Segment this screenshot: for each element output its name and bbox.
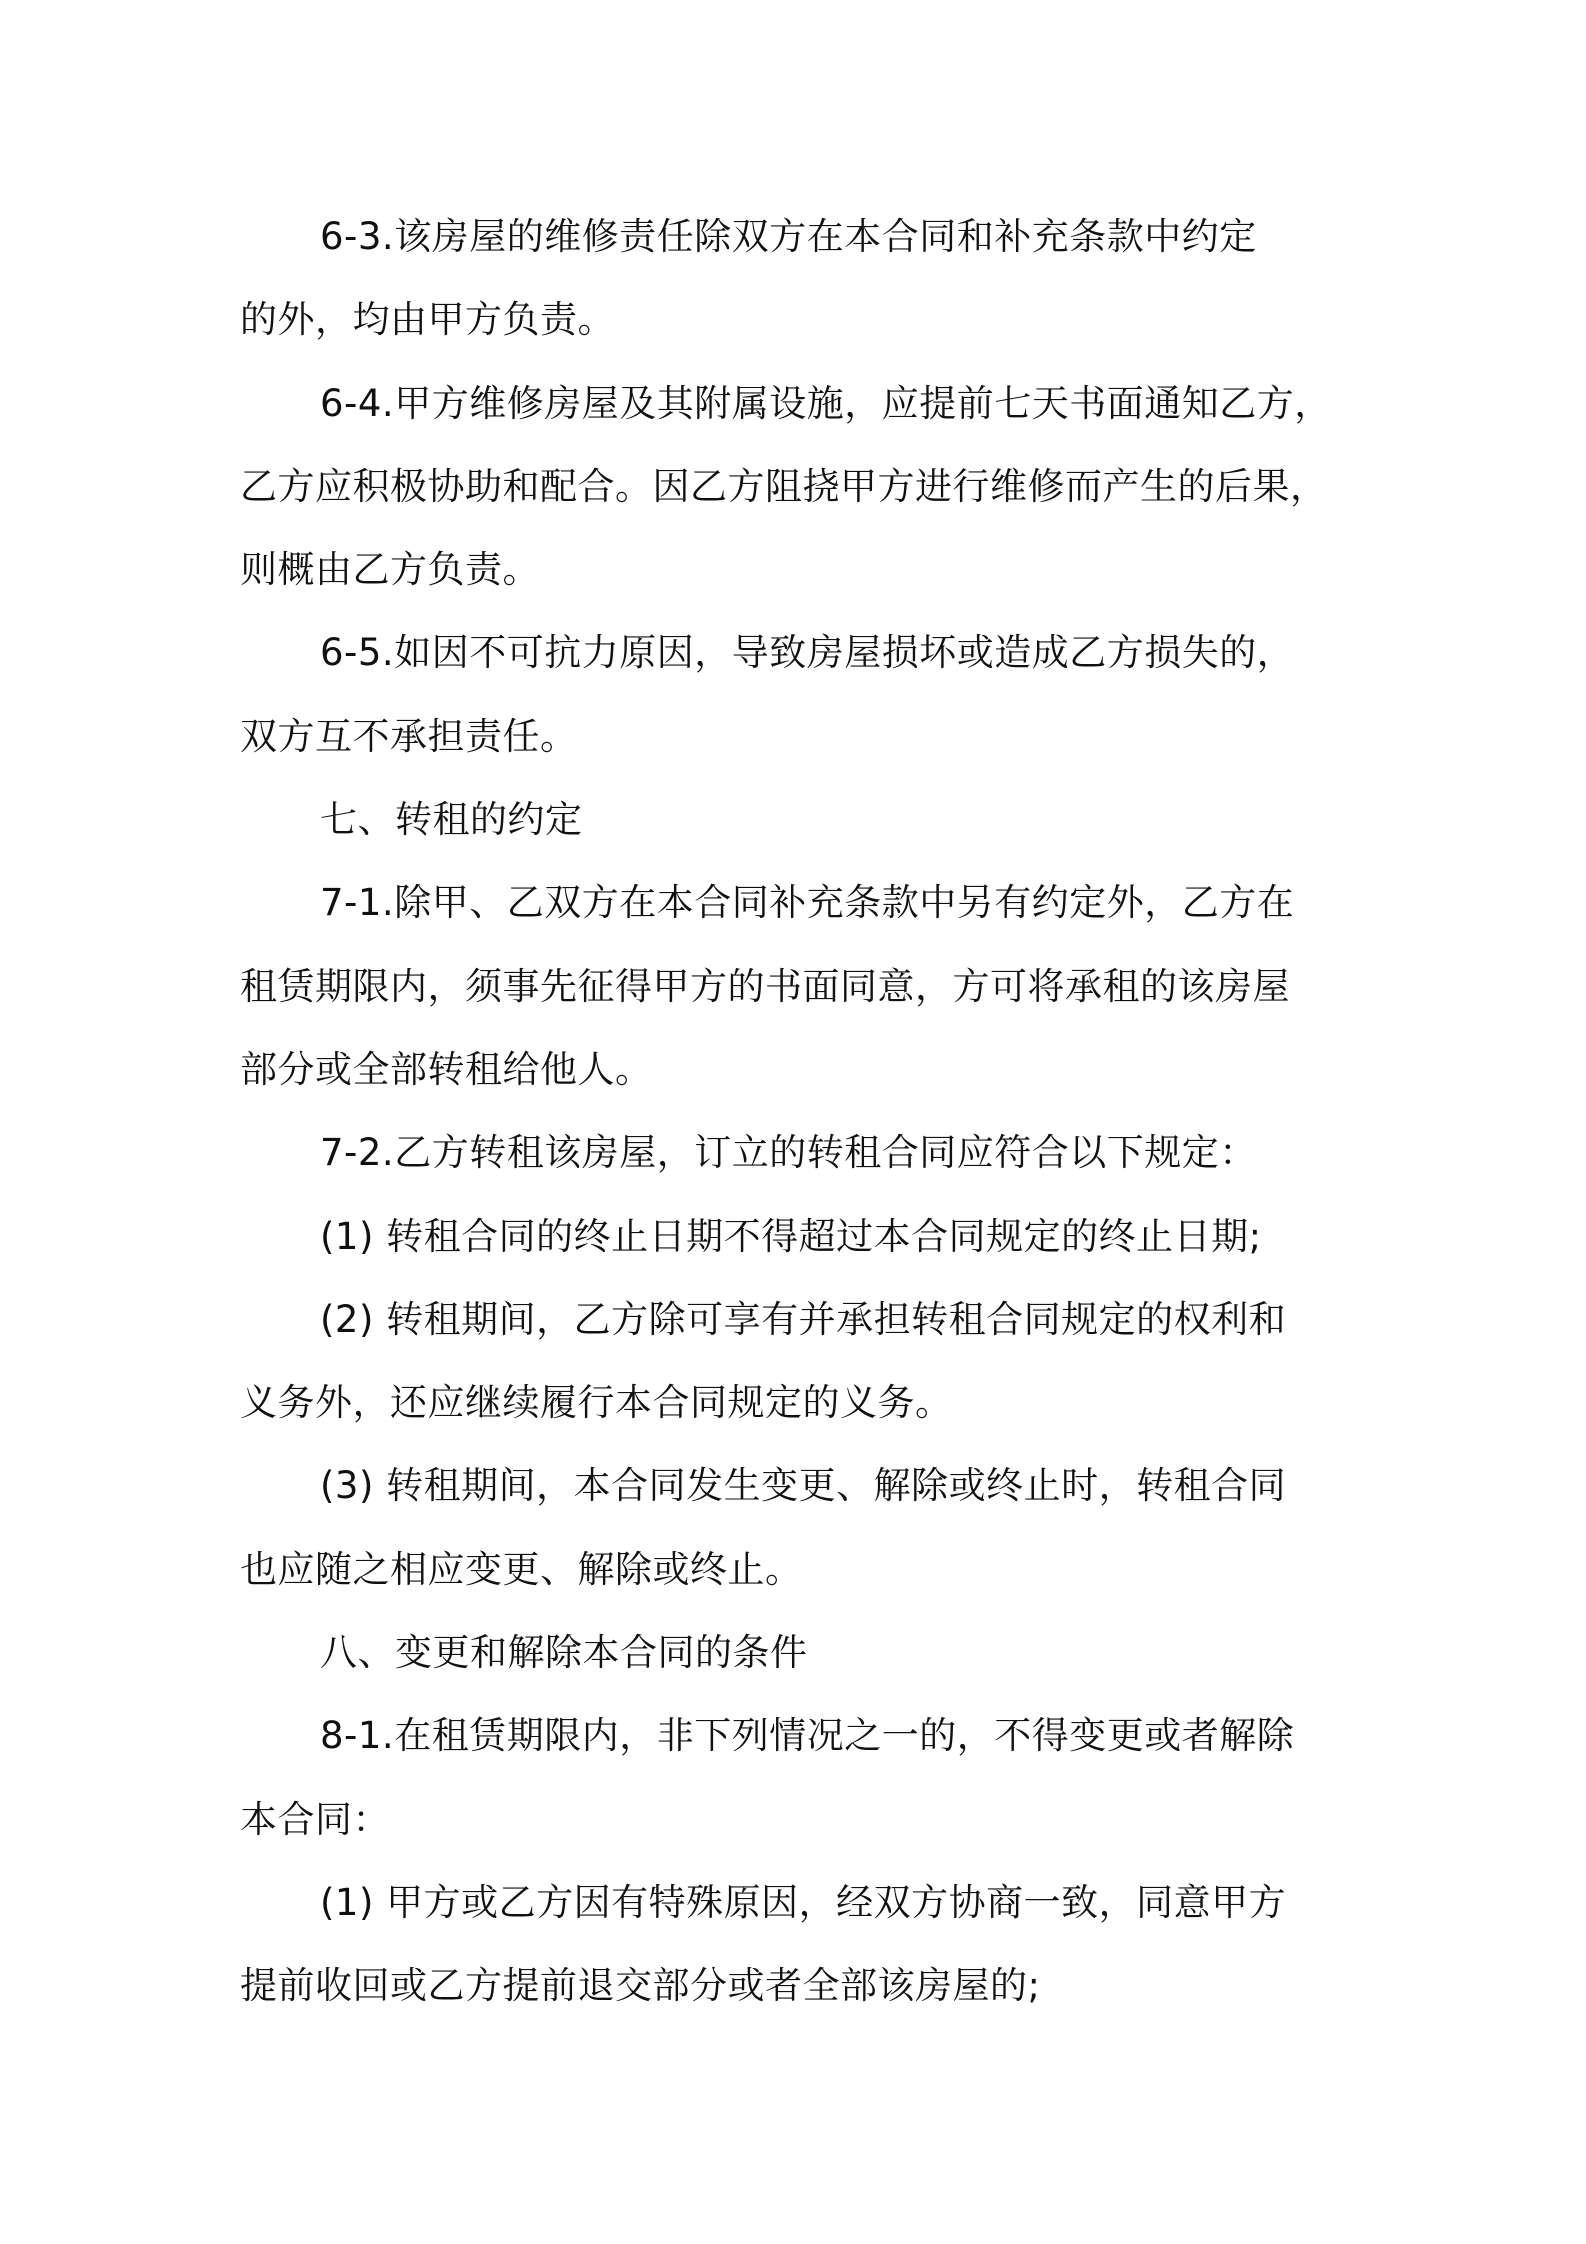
clause-8-1 [240, 1694, 1360, 1861]
section-heading-8 [240, 1611, 1360, 1694]
clause-7-2-item-3 [240, 1444, 1360, 1611]
clause-8-1-item-1 [240, 1861, 1360, 2028]
clause-7-2 [240, 1111, 1360, 1194]
text-line: 8-1.在租赁期限内，非下列情况之一的，不得变更或者解除 [320, 1714, 1295, 1758]
document-body [240, 195, 1360, 2028]
text-line: 7-1.除甲、乙双方在本合同补充条款中另有约定外，乙方在 [320, 881, 1295, 925]
text-line: 提前收回或乙方提前退交部分或者全部该房屋的; [240, 1964, 1041, 2008]
text-line: 七、转租的约定 [320, 798, 583, 842]
text-line: 的外，均由甲方负责。 [240, 298, 615, 342]
text-line: (1) 转租合同的终止日期不得超过本合同规定的终止日期; [320, 1214, 1262, 1258]
clause-6-3 [240, 195, 1360, 362]
text-line: 八、变更和解除本合同的条件 [320, 1631, 808, 1675]
text-line: 7-2.乙方转租该房屋，订立的转租合同应符合以下规定： [320, 1131, 1257, 1175]
text-line: (1) 甲方或乙方因有特殊原因，经双方协商一致，同意甲方 [320, 1880, 1287, 1924]
text-line: 6-3.该房屋的维修责任除双方在本合同和补充条款中约定 [320, 215, 1257, 258]
clause-7-2-item-2 [240, 1278, 1360, 1445]
text-line: 义务外，还应继续履行本合同规定的义务。 [240, 1381, 953, 1425]
text-line: 6-4.甲方维修房屋及其附属设施，应提前七天书面通知乙方， [320, 381, 1332, 425]
text-line: 租赁期限内，须事先征得甲方的书面同意，方可将承租的该房屋 [240, 964, 1290, 1008]
clause-6-5 [240, 611, 1360, 778]
text-line: 本合同： [240, 1797, 390, 1841]
clause-7-1 [240, 861, 1360, 1111]
text-line: 6-5.如因不可抗力原因，导致房屋损坏或造成乙方损失的， [320, 631, 1295, 675]
text-line: 则概由乙方负责。 [240, 548, 540, 592]
text-line: 也应随之相应变更、解除或终止。 [240, 1547, 803, 1591]
clause-6-4 [240, 362, 1360, 612]
text-line: 部分或全部转租给他人。 [240, 1047, 653, 1091]
clause-7-2-item-1 [240, 1195, 1360, 1278]
text-line: 双方互不承担责任。 [240, 714, 578, 758]
text-line: 乙方应积极协助和配合。因乙方阻挠甲方进行维修而产生的后果， [240, 464, 1328, 508]
text-line: (2) 转租期间，乙方除可享有并承担转租合同规定的权利和 [320, 1297, 1287, 1341]
section-heading-7 [240, 778, 1360, 861]
text-line: (3) 转租期间，本合同发生变更、解除或终止时，转租合同 [320, 1464, 1287, 1508]
